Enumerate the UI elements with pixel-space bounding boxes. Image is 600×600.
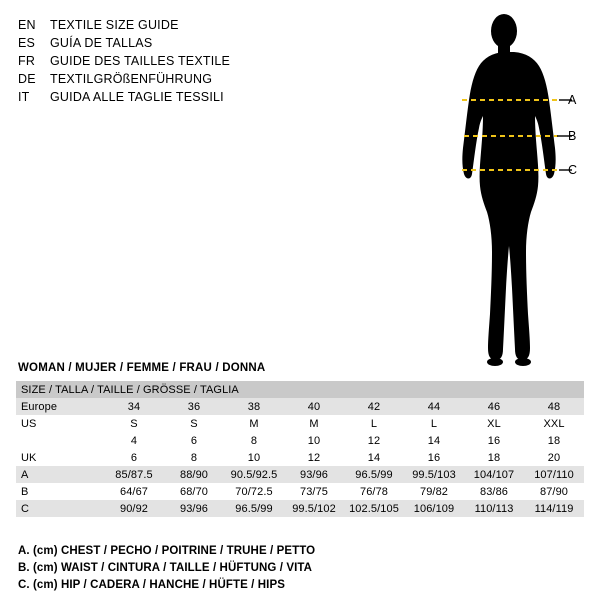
table-cell: 99.5/102 <box>284 500 344 517</box>
row-label: B <box>16 483 104 500</box>
table-cell: S <box>164 415 224 432</box>
language-row-it <box>18 88 318 106</box>
row-label: Europe <box>16 398 104 415</box>
table-cell: 96.5/99 <box>224 500 284 517</box>
size-table <box>16 381 584 517</box>
table-cell: L <box>344 415 404 432</box>
table-cell: 18 <box>464 449 524 466</box>
table-cell: 85/87.5 <box>104 466 164 483</box>
size-table-wrapper <box>16 381 584 517</box>
table-cell: 48 <box>524 398 584 415</box>
table-cell: 114/119 <box>524 500 584 517</box>
table-cell: 76/78 <box>344 483 404 500</box>
table-row <box>16 483 584 500</box>
table-cell: 12 <box>284 449 344 466</box>
female-silhouette-figure <box>400 8 595 373</box>
table-cell: 14 <box>344 449 404 466</box>
language-text: TEXTILE SIZE GUIDE <box>50 18 179 32</box>
table-cell: 8 <box>224 432 284 449</box>
language-code: FR <box>18 54 36 68</box>
footnotes <box>18 543 578 594</box>
table-cell: 96.5/99 <box>344 466 404 483</box>
language-row-es <box>18 34 318 52</box>
table-cell: 6 <box>104 449 164 466</box>
language-text: GUÍA DE TALLAS <box>50 36 153 50</box>
table-cell: 87/90 <box>524 483 584 500</box>
measure-label-c: C <box>568 163 578 177</box>
table-row <box>16 432 584 449</box>
table-cell: 104/107 <box>464 466 524 483</box>
table-cell: S <box>104 415 164 432</box>
table-row <box>16 449 584 466</box>
table-cell: 10 <box>284 432 344 449</box>
table-cell: 34 <box>104 398 164 415</box>
section-heading: WOMAN / MUJER / FEMME / FRAU / DONNA <box>18 362 266 374</box>
row-label: US <box>16 415 104 432</box>
table-cell: M <box>284 415 344 432</box>
table-cell: 20 <box>524 449 584 466</box>
table-cell: 46 <box>464 398 524 415</box>
table-cell: 88/90 <box>164 466 224 483</box>
row-label <box>16 432 104 449</box>
table-cell: M <box>224 415 284 432</box>
language-row-fr <box>18 52 318 70</box>
measure-label-a: A <box>568 93 577 107</box>
table-cell: 102.5/105 <box>344 500 404 517</box>
language-code: DE <box>18 72 36 86</box>
table-cell: 14 <box>404 432 464 449</box>
table-row <box>16 500 584 517</box>
table-cell: L <box>404 415 464 432</box>
row-label: C <box>16 500 104 517</box>
table-cell: 36 <box>164 398 224 415</box>
table-cell: 106/109 <box>404 500 464 517</box>
table-cell: 93/96 <box>164 500 224 517</box>
table-cell: 38 <box>224 398 284 415</box>
table-cell: XL <box>464 415 524 432</box>
table-row <box>16 466 584 483</box>
footnote-chest: A. (cm) CHEST / PECHO / POITRINE / TRUHE / PETTO <box>18 545 316 557</box>
table-cell: 73/75 <box>284 483 344 500</box>
table-cell: 110/113 <box>464 500 524 517</box>
table-cell: 42 <box>344 398 404 415</box>
table-header-row <box>16 381 584 398</box>
silhouette-icon <box>400 8 595 373</box>
measure-label-b: B <box>568 129 577 143</box>
language-row-en <box>18 16 318 34</box>
table-cell: 40 <box>284 398 344 415</box>
language-code: IT <box>18 90 30 104</box>
table-cell: 90/92 <box>104 500 164 517</box>
table-cell: 70/72.5 <box>224 483 284 500</box>
table-cell: XXL <box>524 415 584 432</box>
table-cell: 99.5/103 <box>404 466 464 483</box>
language-list <box>18 16 318 106</box>
language-row-de <box>18 70 318 88</box>
table-cell: 18 <box>524 432 584 449</box>
row-label: A <box>16 466 104 483</box>
table-cell: 12 <box>344 432 404 449</box>
footnote-hip: C. (cm) HIP / CADERA / HANCHE / HÜFTE / HIPS <box>18 579 286 591</box>
table-cell: 107/110 <box>524 466 584 483</box>
row-label: UK <box>16 449 104 466</box>
table-row <box>16 415 584 432</box>
table-cell: 44 <box>404 398 464 415</box>
language-text: GUIDA ALLE TAGLIE TESSILI <box>50 90 224 104</box>
table-cell: 4 <box>104 432 164 449</box>
language-text: GUIDE DES TAILLES TEXTILE <box>50 54 231 68</box>
table-cell: 64/67 <box>104 483 164 500</box>
language-code: EN <box>18 18 36 32</box>
table-cell: 16 <box>404 449 464 466</box>
table-cell: 83/86 <box>464 483 524 500</box>
table-cell: 90.5/92.5 <box>224 466 284 483</box>
table-cell: 79/82 <box>404 483 464 500</box>
table-cell: 68/70 <box>164 483 224 500</box>
table-cell: 8 <box>164 449 224 466</box>
language-code: ES <box>18 36 36 50</box>
footnote-waist: B. (cm) WAIST / CINTURA / TAILLE / HÜFTUNG / VITA <box>18 562 313 574</box>
table-cell: 10 <box>224 449 284 466</box>
language-text: TEXTILGRÖßENFÜHRUNG <box>50 72 213 86</box>
table-header-label: SIZE / TALLA / TAILLE / GRÖSSE / TAGLIA <box>16 381 584 398</box>
table-row <box>16 398 584 415</box>
table-cell: 16 <box>464 432 524 449</box>
table-cell: 93/96 <box>284 466 344 483</box>
table-cell: 6 <box>164 432 224 449</box>
